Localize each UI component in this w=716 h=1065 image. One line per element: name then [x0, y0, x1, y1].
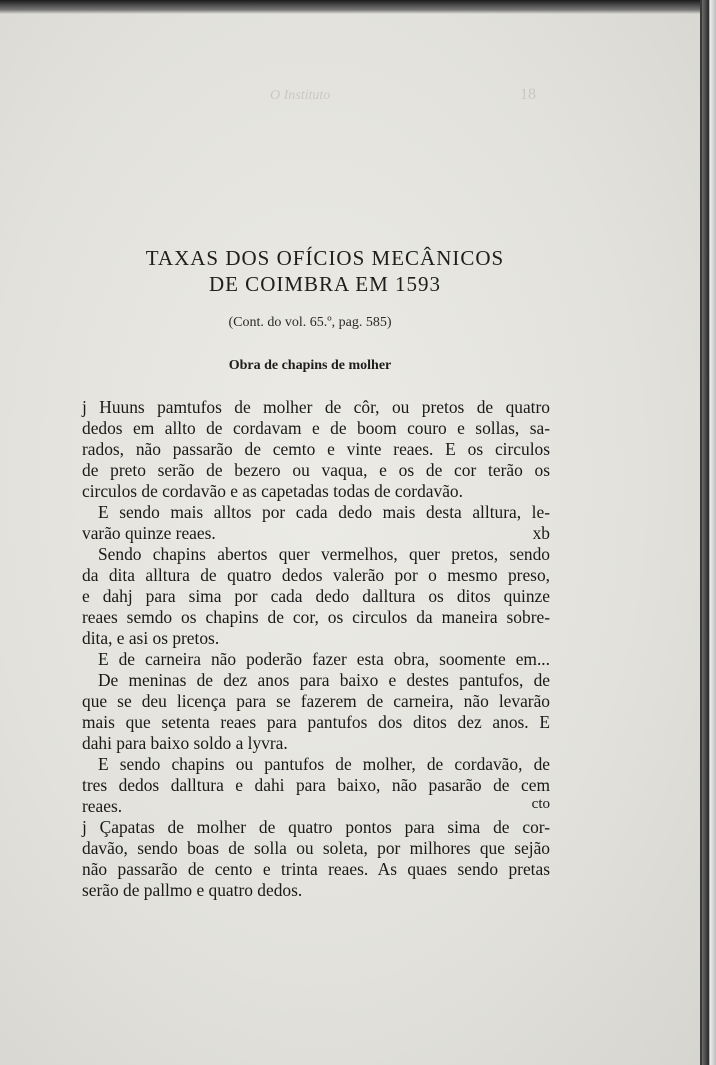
text-line-with-note — [82, 523, 550, 544]
page-right-edge — [702, 0, 716, 1065]
text-line: reaes. — [82, 796, 123, 816]
text-line: tres dedos dalltura e dahi para baixo, não pasarão de cem — [82, 775, 550, 795]
text-line: que se deu licença para se fazerem de carneira, não levarão — [82, 691, 550, 711]
text-line: serão de pallmo e quatro dedos. — [82, 880, 303, 900]
marginal-note-xb: xb — [532, 523, 550, 543]
text-line: e dahj para sima por cada dedo dalltura os ditos quinze — [82, 586, 550, 606]
title-line-2: DE COIMBRA EM 1593 — [208, 272, 442, 296]
text-line: da dita alltura de quatro dedos valerão por o mesmo preso, — [82, 565, 550, 585]
text-line: de preto serão de bezero ou vaqua, e os de cor terão os — [82, 460, 550, 480]
text-line-with-note — [82, 796, 550, 817]
text-line: rados, não passarão de cemto e vinte reaes. E os circulos — [82, 439, 550, 459]
text-line: varão quinze reaes. — [82, 523, 216, 543]
text-line: mais que setenta reaes para pantufos dos ditos dez anos. E — [82, 712, 550, 732]
running-header: O Instituto — [270, 88, 331, 103]
marginal-note-cto: cto — [531, 796, 550, 812]
section-heading-chapins: Obra de chapins de molher — [228, 358, 392, 373]
text-line: dedos em allto de cordavam e de boom couro e sollas, sa- — [82, 418, 550, 438]
text-line: reaes semdo os chapins de cor, os circulos da maneira sobre- — [82, 607, 550, 627]
text-line: E sendo chapins ou pantufos de molher, de cordavão, de — [98, 754, 550, 774]
text-line: j Huuns pamtufos de molher de côr, ou pretos de quatro — [82, 397, 550, 417]
page-top-shadow — [0, 0, 700, 14]
text-line: dahi para baixo soldo a lyvra. — [82, 733, 288, 753]
text-line: não passarão de cento e trinta reaes. As quaes sendo pretas — [82, 859, 550, 879]
page-number: 18 — [520, 86, 536, 103]
text-line: Sendo chapins abertos quer vermelhos, quer pretos, sendo — [98, 544, 550, 564]
text-line: E sendo mais alltos por cada dedo mais desta alltura, le- — [98, 502, 550, 522]
text-line: circulos de cordavão e as capetadas todas de cordavão. — [82, 481, 463, 501]
continuation-note: (Cont. do vol. 65.º, pag. 585) — [228, 315, 392, 330]
title-line-1: TAXAS DOS OFÍCIOS MECÂNICOS — [145, 246, 505, 270]
text-line: E de carneira não poderão fazer esta obra, soomente em... — [98, 649, 550, 669]
text-line: davão, sendo boas de solla ou soleta, por milhores que sejão — [82, 838, 550, 858]
text-line: De meninas de dez anos para baixo e destes pantufos, de — [98, 670, 550, 690]
text-line: dita, e asi os pretos. — [82, 628, 220, 648]
text-line: j Çapatas de molher de quatro pontos para sima de cor- — [82, 817, 550, 837]
